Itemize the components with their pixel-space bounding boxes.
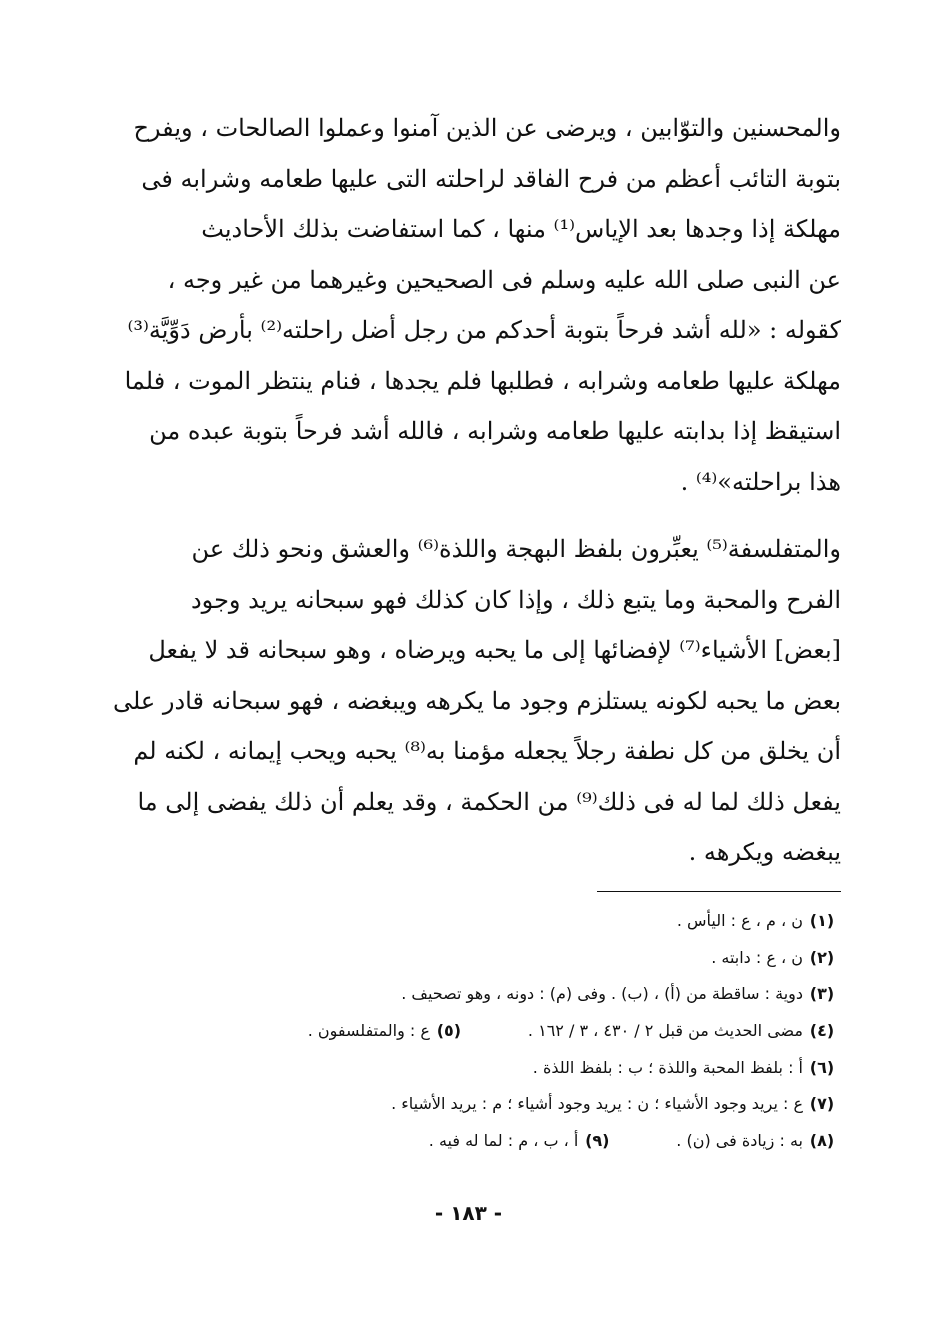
- paragraph-line: والمتفلسفة⁽⁵⁾ يعبِّرون بلفظ البهجة واللذة⁽⁶⁾ والعشق ونحو ذلك عن: [191, 535, 841, 563]
- page-number: - ١٨٣ -: [434, 1201, 503, 1225]
- footnote-number: (٥): [436, 1021, 462, 1041]
- footnote-text: أ ، ب ، م : لما له فيه .: [428, 1131, 579, 1151]
- paragraph-line: الفرح والمحبة وما يتبع ذلك ، وإذا كان كذلك فهو سبحانه يريد وجود: [190, 585, 841, 614]
- footnote-spacer: [468, 1013, 528, 1050]
- paragraph-line: [بعض] الأشياء⁽⁷⁾ لإفضائها إلى ما يحبه ويرضاه ، وهو سبحانه قد لا يفعل: [148, 636, 841, 664]
- footnote-text: دوية : ساقطة من (أ) ، (ب) . وفى (م) : دونه ، وهو تصحيف .: [401, 984, 803, 1004]
- paragraph-2: [95, 524, 841, 878]
- footnote: [95, 1013, 841, 1050]
- footnotes: [95, 903, 841, 1160]
- footnote-number: (٦): [809, 1057, 835, 1077]
- paragraph-line: مهلكة إذا وجدها بعد الإياس⁽¹⁾ منها ، كما استفاضت بذلك الأحاديث: [201, 215, 841, 243]
- footnote: [95, 1050, 841, 1087]
- paragraph-line: يبغضه ويكرهه .: [688, 838, 841, 866]
- footnote-text: ن ، م ، ع : اليأس .: [676, 911, 803, 930]
- paragraph-line: كقوله : «لله أشد فرحاً بتوبة أحدكم من رجل أضل راحلته⁽²⁾ بأرض دَوِّيَّة⁽³⁾: [127, 316, 841, 344]
- footnote: [95, 903, 841, 940]
- footnote: [95, 1086, 841, 1123]
- paragraph-line: أن يخلق من كل نطفة رجلاً يجعله مؤمنا به⁽⁸⁾ يحبه ويحب إيمانه ، لكنه لم: [133, 737, 841, 765]
- footnote: [95, 976, 841, 1013]
- footnote-number: (٩): [585, 1131, 610, 1151]
- footnote-divider: [597, 891, 841, 892]
- footnote-number: (٣): [809, 984, 835, 1004]
- footnote: [95, 940, 841, 977]
- footnote-number: (٢): [809, 947, 835, 967]
- footnote-number: (٤): [809, 1021, 835, 1041]
- footnote-number: (٨): [809, 1131, 835, 1151]
- paragraph-1: [95, 103, 841, 507]
- footnote: [95, 1123, 841, 1160]
- footnote-text: ن ، ع : دابته .: [711, 947, 803, 967]
- footnote-text: مضى الحديث من قبل ٢ / ٤٣٠ ، ٣ / ١٦٢ .: [527, 1021, 803, 1041]
- paragraph-line: عن النبى صلى الله عليه وسلم فى الصحيحين وغيرهما من غير وجه ،: [167, 265, 841, 294]
- paragraph-line: استيقظ إذا بدابته عليها طعامه وشرابه ، فالله أشد فرحاً بتوبة عبده من: [149, 417, 841, 445]
- footnote-text: به : زيادة فى (ن) .: [676, 1131, 803, 1151]
- paragraph-line: يفعل ذلك لما له فى ذلك⁽⁹⁾ من الحكمة ، وقد يعلم أن ذلك يفضى إلى ما: [137, 787, 841, 816]
- footnote-text: أ : بلفظ المحبة واللذة ؛ ب : بلفظ اللذة .: [532, 1057, 803, 1077]
- footnote-spacer: [616, 1123, 676, 1160]
- footnote-text: ع : يريد وجود الأشياء ؛ ن : يريد وجود أشياء ؛ م : يريد الأشياء .: [391, 1094, 803, 1114]
- paragraph-line: والمحسنين والتوّابين ، ويرضى عن الذين آمنوا وعملوا الصالحات ، ويفرح: [133, 114, 841, 142]
- footnote-text: ع : والمتفلسفون .: [307, 1021, 430, 1041]
- footnote-number: (١): [809, 911, 835, 930]
- paragraph-line: هذا براحلته»⁽⁴⁾ .: [680, 467, 841, 496]
- paragraph-line: بعض ما يحبه لكونه يستلزم وجود ما يكرهه ويبغضه ، فهو سبحانه قادر على: [112, 686, 841, 715]
- paragraph-line: بتوبة التائب أعظم من فرح الفاقد لراحلته التى عليها طعامه وشرابه فى: [141, 164, 841, 193]
- footnote-number: (٧): [809, 1094, 835, 1114]
- paragraph-line: مهلكة عليها طعامه وشرابه ، فطلبها فلم يجدها ، فنام ينتظر الموت ، فلما: [124, 366, 841, 395]
